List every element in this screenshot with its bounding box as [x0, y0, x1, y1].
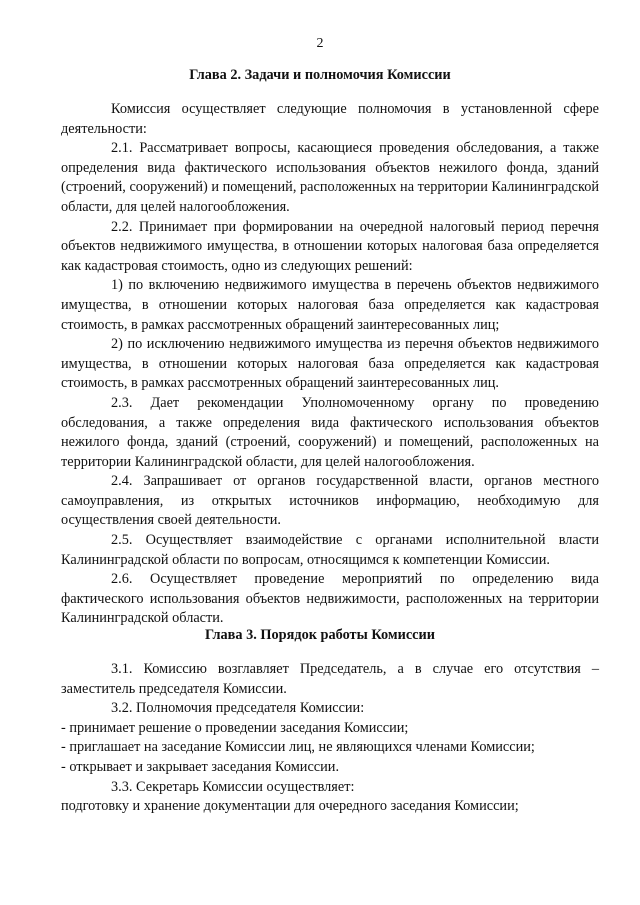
- paragraph: Комиссия осуществляет следующие полномочия в установленной сфере деятельности:: [61, 101, 599, 137]
- paragraph-3-2: 3.2. Полномочия председателя Комиссии:: [111, 700, 365, 717]
- paragraph-2-2: 2.2. Принимает при формировании на очередной налоговый период перечня объектов недвижимого имущества, в отношении которых налоговая база определяется как кадастровая стоимость, одно из следующих решений:: [61, 218, 599, 274]
- paragraph-3-1: 3.1. Комиссию возглавляет Председатель, а в случае его отсутствия – заместитель председателя Комиссии.: [61, 661, 599, 697]
- chapter-2-body: [61, 100, 599, 629]
- paragraph-2-1: 2.1. Рассматривает вопросы, касающиеся проведения обследования, а также определения вида фактического использования объектов нежилого фонда, зданий (строений, сооружений) и помещений, расположенных на территории Калининградской области, для целей налогообложения.: [61, 140, 599, 215]
- page-number: 2: [316, 36, 324, 51]
- list-item: - принимает решение о проведении заседания Комиссии;: [61, 719, 409, 736]
- paragraph-2-6: 2.6. Осуществляет проведение мероприятий по определению вида фактического использования объектов недвижимости, расположенных на территории Калининградской области.: [61, 571, 599, 627]
- paragraph-2-2-2: 2) по исключению недвижимого имущества из перечня объектов недвижимого имущества, в отношении которых налоговая база определяется как кадастровая стоимость, в рамках рассмотренных обращений заинтересованных лиц.: [61, 336, 599, 392]
- list-item: подготовку и хранение документации для очередного заседания Комиссии;: [61, 798, 519, 815]
- paragraph-3-3: 3.3. Секретарь Комиссии осуществляет:: [111, 778, 355, 795]
- paragraph-2-3: 2.3. Дает рекомендации Уполномоченному органу по проведению обследования, а также определения вида фактического использования объектов нежилого фонда, зданий (строений, сооружений) и помещений, расположенных на территории Калининградской области, для целей налогообложения.: [61, 394, 599, 470]
- paragraph-2-5: 2.5. Осуществляет взаимодействие с органами исполнительной власти Калининградской области по вопросам, относящимся к компетенции Комиссии.: [61, 532, 599, 568]
- chapter-3-title: Глава 3. Порядок работы Комиссии: [205, 627, 435, 643]
- paragraph-2-4: 2.4. Запрашивает от органов государственной власти, органов местного самоуправления, из открытых источников информацию, необходимую для осуществления своей деятельности.: [61, 473, 599, 529]
- chapter-3-body: [61, 660, 599, 817]
- list-item: - приглашает на заседание Комиссии лиц, не являющихся членами Комиссии;: [61, 739, 535, 756]
- chapter-2-title: Глава 2. Задачи и полномочия Комиссии: [189, 67, 451, 83]
- paragraph-2-2-1: 1) по включению недвижимого имущества в перечень объектов недвижимого имущества, в отношении которых налоговая база определяется как кадастровая стоимость, в рамках рассмотренных обращений заинтересованных лиц;: [61, 277, 599, 333]
- list-item: - открывает и закрывает заседания Комиссии.: [61, 758, 340, 775]
